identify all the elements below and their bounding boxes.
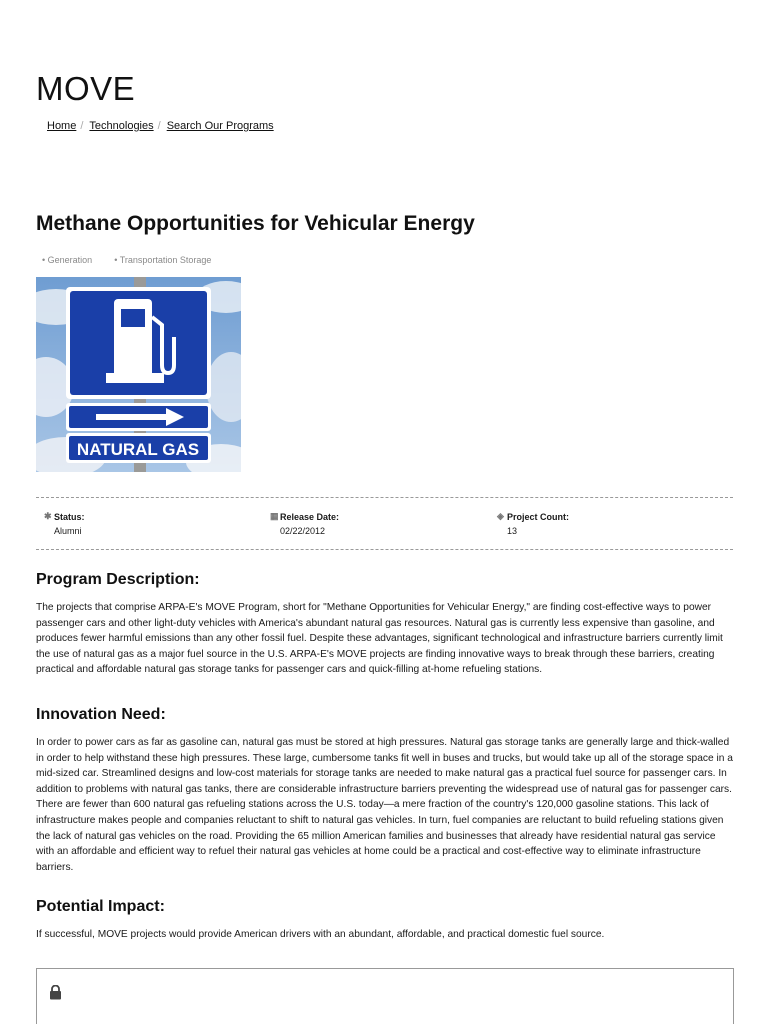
- target-icon: ◈: [497, 511, 504, 521]
- impact-heading: Potential Impact:: [36, 898, 165, 915]
- program-title: Methane Opportunities for Vehicular Energy: [36, 212, 475, 235]
- release-date-value: 02/22/2012: [280, 526, 326, 536]
- sign-text: NATURAL GAS: [76, 440, 200, 459]
- description-text: The projects that comprise ARPA-E's MOVE Program, short for "Methane Opportunities for Vehicular Energy," are finding cost-effective ways to power passenger cars and other light-duty vehicles with America's abundant natural gas resources. Natural gas is currently less expensive than gasoline, and produces fewer harmful emissions than any other fossil fuel. Despite these advantages, significant technological and infrastructure barriers currently limit the use of natural gas as a major fuel source in the U.S. ARPA-E's MOVE projects are finding innovative ways to break through these barriers, creating practical and affordable natural gas storage tanks for passenger cars and quick-filling at-home refueling stations.: [36, 602, 723, 676]
- description-heading: Program Description:: [36, 571, 200, 588]
- asterisk-icon: ✱: [44, 511, 52, 521]
- program-tags: [42, 255, 211, 265]
- program-image: [36, 277, 241, 472]
- meta-release-date: [270, 511, 339, 536]
- meta-status: [44, 511, 85, 536]
- impact-text: If successful, MOVE projects would provide American drivers with an abundant, affordable, and practical domestic fuel source.: [36, 929, 605, 940]
- breadcrumb: [47, 120, 274, 132]
- locked-content-box: [36, 968, 734, 1024]
- calendar-icon: ▦: [270, 511, 279, 521]
- release-date-label: Release Date:: [280, 511, 340, 522]
- breadcrumb-separator: /: [157, 120, 161, 132]
- status-label: Status:: [54, 511, 85, 522]
- innovation-text: In order to power cars as far as gasoline can, natural gas must be stored at high pressures. Natural gas storage tanks are generally large and thick-walled in order to help withstand these high pressures. These large, cumbersome tanks fit well in buses and trucks, but would take up all of the storage space in a mid-sized car. Streamlined designs and low-cost materials for storage tanks are needed to make natural gas a practical fuel source for passenger cars. In addition to problems with natural gas tanks, there are considerable infrastructure barriers preventing the widespread use of natural gas for passenger cars. There are fewer than 600 natural gas refueling stations across the U.S. today—a mere fraction of the country's 120,000 gasoline stations. This lack of infrastructure makes people and companies reluctant to shift to natural gas vehicles. In turn, fuel companies are reluctant to build refueling stations given the lack of natural gas vehicles on the road. Providing the 65 million American families and businesses that already have residential natural gas service with an affordable and efficient way to refuel their natural gas vehicles at home could be a practical and cost-effective way to eliminate infrastructure barriers.: [36, 737, 733, 873]
- breadcrumb-technologies-link[interactable]: Technologies: [89, 120, 154, 132]
- breadcrumb-home-link[interactable]: Home: [47, 120, 77, 132]
- tag-generation[interactable]: • Generation: [42, 255, 92, 265]
- meta-project-count: [497, 511, 569, 536]
- breadcrumb-separator: /: [80, 120, 84, 132]
- innovation-heading: Innovation Need:: [36, 706, 166, 723]
- project-count-value: 13: [507, 526, 518, 536]
- site-title: MOVE: [36, 70, 136, 107]
- breadcrumb-search-programs-link[interactable]: Search Our Programs: [166, 120, 274, 132]
- lock-icon: [49, 985, 62, 1005]
- status-value: Alumni: [54, 526, 82, 536]
- project-count-label: Project Count:: [507, 511, 569, 522]
- program-meta: [36, 497, 733, 550]
- tag-transportation-storage[interactable]: • Transportation Storage: [114, 255, 211, 265]
